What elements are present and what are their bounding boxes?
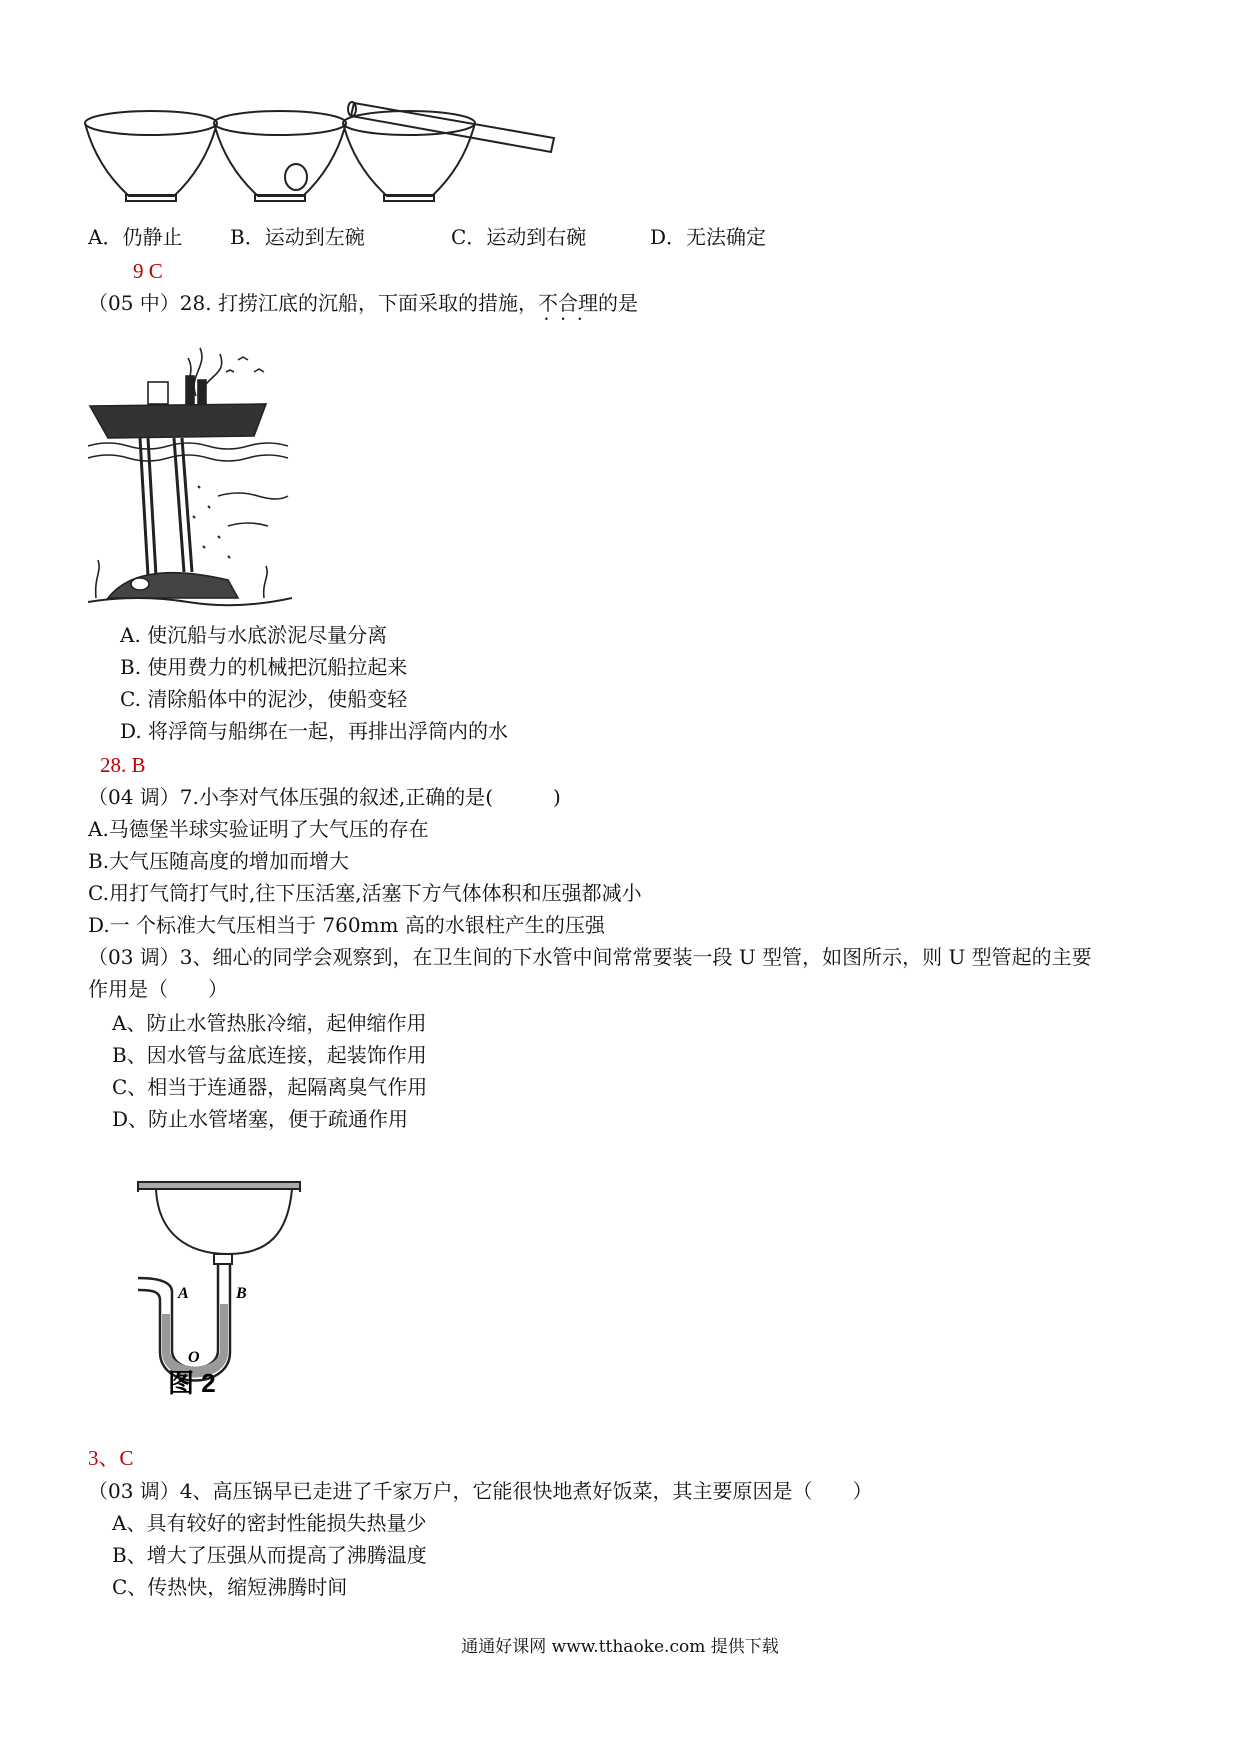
q9-option-c: C．运动到右碗 xyxy=(451,225,587,249)
q7-option-a: A.马德堡半球实验证明了大气压的存在 xyxy=(88,817,429,841)
q4-option-b: B、增大了压强从而提高了沸腾温度 xyxy=(112,1543,427,1567)
q7-stem: （04 调）7.小李对气体压强的叙述,正确的是( ) xyxy=(88,785,561,809)
q28-option-d: D. 将浮筒与船绑在一起，再排出浮筒内的水 xyxy=(120,719,509,743)
salvage-figure xyxy=(88,336,292,608)
page-footer: 通通好课网 www.tthaoke.com 提供下载 xyxy=(461,1637,779,1657)
q3-option-c: C、相当于连通器，起隔离臭气作用 xyxy=(112,1075,428,1099)
q9-option-d: D．无法确定 xyxy=(650,225,767,249)
q3-stem-line1: （03 调）3、细心的同学会观察到，在卫生间的下水管中间常常要装一段 U 型管，如图所示，则 U 型管起的主要 xyxy=(88,945,1092,969)
q3-option-d: D、防止水管堵塞，便于疏通作用 xyxy=(112,1107,409,1131)
q4-option-c: C、传热快，缩短沸腾时间 xyxy=(112,1575,348,1599)
q9-answer: 9 C xyxy=(133,259,163,283)
q7-option-b: B.大气压随高度的增加而增大 xyxy=(88,849,350,873)
q28-stem-prefix: （05 中）28. 打捞江底的沉船，下面采取的措施， xyxy=(88,291,538,315)
u-tube-label-o: O xyxy=(188,1349,200,1366)
q28-option-c: C. 清除船体中的泥沙，使船变轻 xyxy=(120,687,408,711)
q28-option-b: B. 使用费力的机械把沉船拉起来 xyxy=(120,655,408,679)
u-tube-label-b: B xyxy=(236,1285,247,1302)
q28-stem-emphasis: 不合理 ••• xyxy=(538,291,598,315)
q7-option-c: C.用打气筒打气时,往下压活塞,活塞下方气体体积和压强都减小 xyxy=(88,881,642,905)
q28-stem xyxy=(88,290,638,316)
q7-option-d: D.一 个标准大气压相当于 760mm 高的水银柱产生的压强 xyxy=(88,913,605,937)
q3-option-b: B、因水管与盆底连接，起装饰作用 xyxy=(112,1043,427,1067)
u-tube-figure xyxy=(128,1174,304,1400)
q28-stem-suffix: 的是 xyxy=(597,291,638,315)
q9-options xyxy=(88,224,767,250)
u-tube-label-a: A xyxy=(178,1285,189,1302)
q4-option-a: A、具有较好的密封性能损失热量少 xyxy=(112,1511,427,1535)
q9-option-b: B．运动到左碗 xyxy=(230,225,365,249)
q4-stem: （03 调）4、高压锅早已走进了千家万户，它能很快地煮好饭菜，其主要原因是（ ） xyxy=(88,1479,873,1503)
q9-option-a: A．仍静止 xyxy=(88,225,183,249)
bowls-figure xyxy=(84,96,564,208)
q28-option-a: A. 使沉船与水底淤泥尽量分离 xyxy=(120,623,388,647)
q3-option-a: A、防止水管热胀冷缩，起伸缩作用 xyxy=(112,1011,427,1035)
q3-stem-line2: 作用是（ ） xyxy=(88,977,228,1001)
q28-answer: 28. B xyxy=(100,753,146,777)
q3-answer: 3、C xyxy=(88,1446,134,1470)
u-tube-caption: 图 2 xyxy=(168,1368,216,1398)
